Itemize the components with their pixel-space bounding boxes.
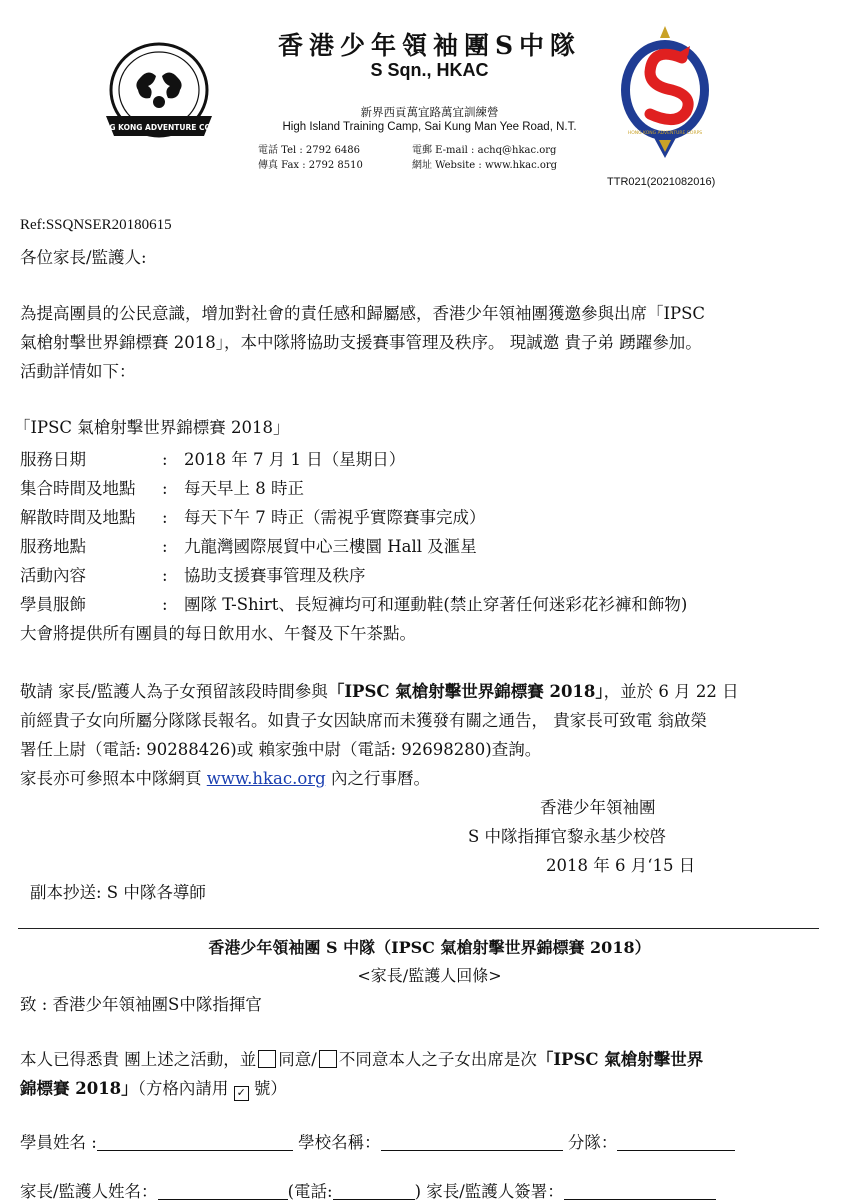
parent-info-line: 家長/監護人姓名： (電話: ) 家長/監護人簽署： [20,1178,716,1202]
tel: 電話 Tel : 2792 6486 [258,145,360,156]
request-line-3: 署任上尉（電話: 90288426)或 賴家強中尉（電話: 92698280)查詢。 [20,740,542,759]
detail-row: 解散時間及地點 : 每天下午 7 時正（需視乎實際賽事完成） [20,504,486,528]
detail-value: 2018 年 7 月 1 日（星期日） [184,450,406,469]
request-line-2: 前經貴子女向所屬分隊隊長報名。如貴子女因缺席而未獲發有關之通告， 貴家長可致電 翁啟榮 [20,711,707,730]
form-code: TTR021(2021082016) [607,176,716,188]
detail-value: 每天早上 8 時正 [184,479,304,498]
consent-line-2: 錦標賽 2018」（方格內請用 ✓ 號） [20,1079,287,1099]
squad-field[interactable] [617,1134,735,1151]
request-line-1: 敬請 家長/監護人為子女預留該段時間參與「IPSC 氣槍射擊世界錦標賽 2018」，並於 6 月 22 日 [20,682,739,701]
student-name-field[interactable] [97,1134,293,1151]
detail-row: 學員服飾 : 團隊 T-Shirt、長短褲均可和運動鞋(禁止穿著任何迷彩花衫褲和飾物) [20,591,687,615]
detail-row: 活動內容 : 協助支援賽事管理及秩序 [20,562,366,586]
student-info-line: 學員姓名 : 學校名稱： 分隊： [20,1129,735,1153]
website: 網址 Website : www.hkac.org [412,160,558,171]
detail-label: 服務日期 [20,450,86,469]
signature-org: 香港少年領袖團 [540,798,656,817]
reply-subtitle: <家長/監護人回條> [357,966,502,985]
event-name-bold: 「IPSC 氣槍射擊世界錦標賽 2018」 [327,682,604,701]
reference-number: Ref:SSQNSER20180615 [20,217,172,233]
intro-line-2: 氣槍射擊世界錦標賽 2018」，本中隊將協助支援賽事管理及秩序。 現誠邀 貴子弟 踴躍參加。 [20,333,702,352]
detail-value: 團隊 T-Shirt、長短褲均可和運動鞋(禁止穿著任何迷彩花衫褲和飾物) [184,595,688,614]
detail-value: 九龍灣國際展貿中心三樓圜 Hall 及滙星 [184,537,477,556]
website-line: 家長亦可參照本中隊網頁 www.hkac.org 內之行事曆。 [20,769,430,788]
agree-checkbox[interactable] [258,1050,276,1068]
consent-line-1: 本人已得悉貴 團上述之活動，並 同意/ 不同意本人之子女出席是次「IPSC 氣槍射擊世界 [20,1050,704,1069]
logo-left-banner-text: HONG KONG ADVENTURE CORPS [90,123,228,132]
fax: 傳真 Fax : 2792 8510 [258,160,363,171]
org-title-zh: 香港少年領袖團S中隊 [277,31,582,60]
school-name-field[interactable] [381,1134,563,1151]
detail-label: 集合時間及地點 [20,479,136,498]
email: 電郵 E-mail : achq@hkac.org [412,145,557,156]
detail-row: 集合時間及地點 : 每天早上 8 時正 [20,475,304,499]
cc-line: 副本抄送: S 中隊各導師 [30,883,206,902]
detail-row: 服務日期 : 2018 年 7 月 1 日（星期日） [20,446,405,470]
phone-field[interactable] [333,1183,415,1200]
disagree-checkbox[interactable] [319,1050,337,1068]
detail-label: 解散時間及地點 [20,508,136,527]
salutation: 各位家長/監護人: [20,248,147,267]
intro-line-3: 活動詳情如下： [20,362,136,381]
org-title-en: S Sqn., HKAC [370,60,489,80]
cut-line [18,928,819,929]
agree-label: 同意/ [278,1050,317,1069]
detail-value: 每天下午 7 時正（需視乎實際賽事完成） [184,508,486,527]
signature-name: S 中隊指揮官黎永基少校啓 [468,827,667,846]
crest-ring-text: HONG KONG ADVENTURE CORPS [627,131,703,136]
reply-to: 致 : 香港少年領袖團S中隊指揮官 [20,995,262,1014]
signature-date: 2018 年 6 月‘15 日 [546,856,696,875]
crest-right [612,22,718,162]
signature-field[interactable] [564,1183,716,1200]
detail-label: 學員服飾 [20,595,86,614]
address-zh: 新界西貢萬宜路萬宜訓練營 [360,105,499,119]
meals-note: 大會將提供所有團員的每日飲用水、午餐及下午茶點。 [20,624,416,643]
parent-name-field[interactable] [158,1183,288,1200]
tick-box-icon: ✓ [234,1086,249,1101]
detail-label: 服務地點 [20,537,86,556]
detail-row: 服務地點 : 九龍灣國際展貿中心三樓圜 Hall 及滙星 [20,533,477,557]
website-link[interactable]: www.hkac.org [206,769,326,788]
detail-label: 活動內容 [20,566,86,585]
event-title: 「IPSC 氣槍射擊世界錦標賽 2018」 [14,418,290,437]
intro-line-1: 為提高團員的公民意識，增加對社會的責任感和歸屬感，香港少年領袖團獲邀參與出席「IPSC [20,304,706,323]
reply-title: 香港少年領袖團 S 中隊（IPSC 氣槍射擊世界錦標賽 2018） [208,938,651,957]
detail-value: 協助支援賽事管理及秩序 [184,566,366,585]
address-en: High Island Training Camp, Sai Kung Man Yee Road, N.T. [282,121,577,133]
